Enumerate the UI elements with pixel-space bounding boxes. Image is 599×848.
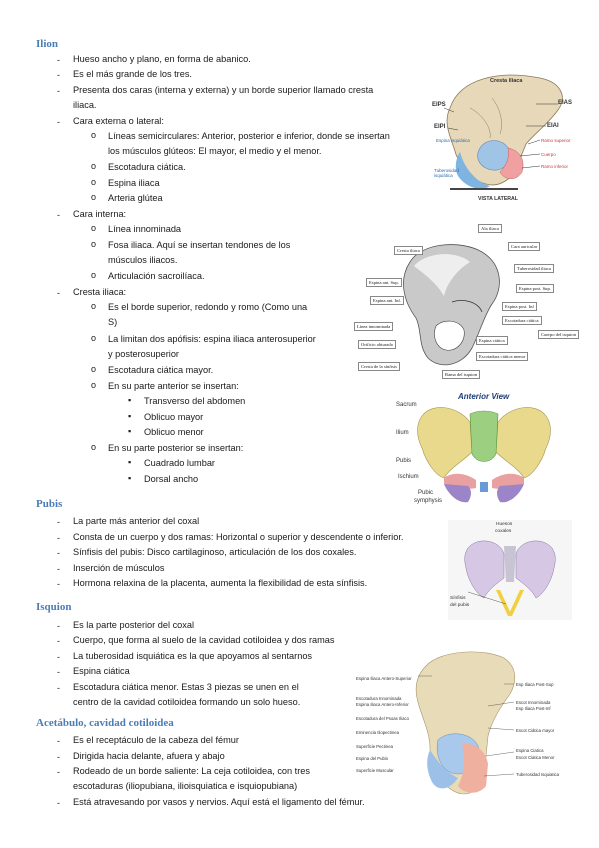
text-line: Consta de un cuerpo y dos ramas: Horizontal o superior y descendente o inferior. xyxy=(73,532,404,542)
text-line: Cuadrado lumbar xyxy=(144,458,215,468)
fig5-label: Espina Iliaca Antero-Inferior xyxy=(356,702,409,707)
section-title-ilion: Ilion xyxy=(36,38,59,50)
fig5-label: Escotadura del Psoas Iliaco xyxy=(356,716,410,721)
fig2-label: Espina ciática xyxy=(476,336,508,345)
text-line: Cuerpo, que forma al suelo de la cavidad cotiloidea y dos ramas xyxy=(73,635,335,645)
dash-bullet: - xyxy=(57,517,60,527)
circle-bullet: o xyxy=(91,192,97,202)
text-line: Escotadura ciática mayor. xyxy=(108,365,214,375)
text-line: Rodeado de un borde saliente: La ceja cotiloidea, con tres xyxy=(73,766,310,776)
fig3-label: Ilium xyxy=(396,430,409,436)
circle-bullet: o xyxy=(91,301,97,311)
figure-ilion-lateral xyxy=(430,68,578,208)
fig2-label: Cuerpo del isquion xyxy=(538,330,579,339)
fig1-label: Tuberosidad isquiática xyxy=(434,168,459,178)
fig2-label: Espina ant. Inf. xyxy=(370,296,404,305)
fig3-label: symphysis xyxy=(414,498,443,504)
text-line: En su parte anterior se insertan: xyxy=(108,381,239,391)
dash-bullet: - xyxy=(57,683,60,693)
fig2-label: Línea innominada xyxy=(354,322,393,331)
dash-bullet: - xyxy=(57,736,60,746)
dash-bullet: - xyxy=(57,652,60,662)
fig5-label: Escot Ciática mayor xyxy=(516,728,555,733)
figure-anterior-view xyxy=(392,392,576,512)
dash-bullet: - xyxy=(57,667,60,677)
dash-bullet: - xyxy=(57,210,60,220)
fig2-label: Espina post. Inf xyxy=(502,302,537,311)
text-line: Sínfisis del pubis: Disco cartilaginoso, articulación de los dos coxales. xyxy=(73,547,357,557)
text-line: Está atravesando por vasos y nervios. Aquí está el ligamento del fémur. xyxy=(73,797,365,807)
dash-bullet: - xyxy=(57,798,60,808)
text-line: músculos iliacos. xyxy=(108,255,178,265)
fig5-label: Escot Innominada xyxy=(516,700,551,705)
text-line: Línea innominada xyxy=(108,224,182,234)
circle-bullet: o xyxy=(91,161,97,171)
fig1-label: Ramo superior xyxy=(541,138,571,143)
fig2-label: Cresta de la sínfisis xyxy=(358,362,400,371)
dash-bullet: - xyxy=(57,548,60,558)
fig3-label: Ischium xyxy=(398,474,419,480)
dash-bullet: - xyxy=(57,767,60,777)
figure-ilion-interna xyxy=(352,222,580,382)
dash-bullet: - xyxy=(57,579,60,589)
text-line: centro de la cavidad cotiloidea formando un solo hueso. xyxy=(73,697,301,707)
text-line: Es el más grande de los tres. xyxy=(73,69,192,79)
fig2-label: Rama del isquion xyxy=(442,370,480,379)
fig5-label: Espina Ciatica xyxy=(516,748,544,753)
dash-bullet: - xyxy=(57,117,60,127)
dash-bullet: - xyxy=(57,564,60,574)
text-line: Líneas semicirculares: Anterior, posterior e inferior, donde se insertan xyxy=(108,131,390,141)
square-bullet: ▪ xyxy=(128,411,132,421)
fig5-label: Esp Iliaca Post-Sup xyxy=(516,682,554,687)
section-title-pubis: Pubis xyxy=(36,498,63,510)
fig1-label: Cresta iliaca xyxy=(490,78,523,84)
circle-bullet: o xyxy=(91,130,97,140)
fig1-label: EIAI xyxy=(547,123,559,129)
text-line: Fosa iliaca. Aquí se insertan tendones de los xyxy=(108,240,291,250)
text-line: iliaca. xyxy=(73,100,97,110)
fig4-label: Huesos xyxy=(496,522,513,527)
fig3-title: Anterior View xyxy=(458,392,510,401)
text-line: Oblicuo menor xyxy=(144,427,204,437)
section-title-acetabulo: Acetábulo, cavidad cotiloidea xyxy=(36,717,174,729)
fig4-label: Sínfisis xyxy=(450,596,466,601)
square-bullet: ▪ xyxy=(128,457,132,467)
square-bullet: ▪ xyxy=(128,473,132,483)
circle-bullet: o xyxy=(91,270,97,280)
fig1-label: Espina isquiática xyxy=(436,138,470,143)
fig2-label: Espina post. Sup. xyxy=(516,284,554,293)
dash-bullet: - xyxy=(57,86,60,96)
text-line: Presenta dos caras (interna y externa) y un borde superior llamado cresta xyxy=(73,85,374,95)
fig2-label: Tuberosidad iliaca xyxy=(514,264,554,273)
acetabulo-illustration xyxy=(354,646,578,802)
dash-bullet: - xyxy=(57,621,60,631)
dash-bullet: - xyxy=(57,752,60,762)
dash-bullet: - xyxy=(57,70,60,80)
fig4-label: coxales xyxy=(495,529,512,534)
text-line: Hueso ancho y plano, en forma de abanico. xyxy=(73,54,251,64)
text-line: La limitan dos apófisis: espina iliaca anterosuperior xyxy=(108,334,316,344)
fig2-label: Espina ant. Sup. xyxy=(366,278,402,287)
text-line: Oblicuo mayor xyxy=(144,412,204,422)
fig5-label: Esp Iliaca Post-Inf xyxy=(516,706,551,711)
circle-bullet: o xyxy=(91,442,97,452)
text-line: Inserción de músculos xyxy=(73,563,165,573)
fig2-label: Escotadura ciática menor xyxy=(476,352,528,361)
dash-bullet: - xyxy=(57,288,60,298)
text-line: Articulación sacroilíaca. xyxy=(108,271,205,281)
fig5-label: Superficie Pectinea xyxy=(356,744,394,749)
text-line: Espina iliaca xyxy=(108,178,160,188)
text-line: La tuberosidad isquiática es la que apoyamos al sentarnos xyxy=(73,651,313,661)
dash-bullet: - xyxy=(57,55,60,65)
circle-bullet: o xyxy=(91,333,97,343)
fig5-label: Espina Iliaca Antero-Superior xyxy=(356,676,412,681)
text-line: Espina ciática xyxy=(73,666,130,676)
fig1-label: Ramo inferior xyxy=(541,164,569,169)
square-bullet: ▪ xyxy=(128,395,132,405)
text-line: los músculos glúteos: El mayor, el medio y el menor. xyxy=(108,146,322,156)
text-line: Dirigida hacia delante, afuera y abajo xyxy=(73,751,225,761)
figure-acetabulo xyxy=(354,646,578,802)
dash-bullet: - xyxy=(57,533,60,543)
fig2-label: Orificio obturado xyxy=(358,340,396,349)
fig3-label: Pubic xyxy=(418,490,434,496)
fig1-label: EIPS xyxy=(432,102,446,108)
text-line: Cara interna: xyxy=(73,209,127,219)
fig1-caption: VISTA LATERAL xyxy=(478,196,518,202)
fig5-label: Tuberosidad Isquiatica xyxy=(516,772,560,777)
text-line: En su parte posterior se insertan: xyxy=(108,443,244,453)
fig5-label: Escotadura Innominada xyxy=(356,696,402,701)
circle-bullet: o xyxy=(91,223,97,233)
text-line: y posterosuperior xyxy=(108,349,179,359)
text-line: Es el borde superior, redondo y romo (Como una xyxy=(108,302,308,312)
text-line: Cara externa o lateral: xyxy=(73,116,164,126)
circle-bullet: o xyxy=(91,239,97,249)
text-line: Cresta iliaca: xyxy=(73,287,127,297)
fig3-label: Sacrum xyxy=(396,402,417,408)
fig5-label: Superficie Muscular xyxy=(356,768,394,773)
fig1-label: EIAS xyxy=(558,100,573,106)
fig5-label: Eminencia Iliopectinea xyxy=(356,730,399,735)
fig3-label: Pubis xyxy=(396,458,412,464)
text-line: Dorsal ancho xyxy=(144,474,199,484)
text-line: Escotadura ciática menor. Estas 3 piezas se unen en el xyxy=(73,682,299,692)
fig2-label: Cara auricular xyxy=(508,242,540,251)
fig2-label: Ala iliaca xyxy=(478,224,502,233)
section-title-isquion: Isquion xyxy=(36,601,72,613)
text-line: Es el receptáculo de la cabeza del fémur xyxy=(73,735,239,745)
text-line: Hormona relaxina de la placenta, aumenta la flexibilidad de esta sínfisis. xyxy=(73,578,368,588)
fig1-label: EIPI xyxy=(434,124,446,130)
circle-bullet: o xyxy=(91,364,97,374)
fig5-label: Escot Ciatica Menor xyxy=(516,755,555,760)
fig2-label: Cresta iliaca xyxy=(394,246,423,255)
square-bullet: ▪ xyxy=(128,426,132,436)
text-line: Transverso del abdomen xyxy=(144,396,246,406)
text-line: Escotadura ciática. xyxy=(108,162,186,172)
dash-bullet: - xyxy=(57,636,60,646)
text-line: Es la parte posterior del coxal xyxy=(73,620,195,630)
figure-huesos-coxales xyxy=(448,520,572,620)
fig5-label: Espina del Pubis xyxy=(356,756,389,761)
text-line: La parte más anterior del coxal xyxy=(73,516,200,526)
text-line: escotaduras (iliopubiana, ilioisquiatica e isquiopubiana) xyxy=(73,781,298,791)
fig1-label: Cuerpo xyxy=(541,152,556,157)
fig4-label: del pubis xyxy=(450,603,470,608)
text-line: Arteria glútea xyxy=(108,193,163,203)
circle-bullet: o xyxy=(91,177,97,187)
fig2-label: Escotadura ciática xyxy=(502,316,542,325)
text-line: S) xyxy=(108,317,118,327)
circle-bullet: o xyxy=(91,380,97,390)
